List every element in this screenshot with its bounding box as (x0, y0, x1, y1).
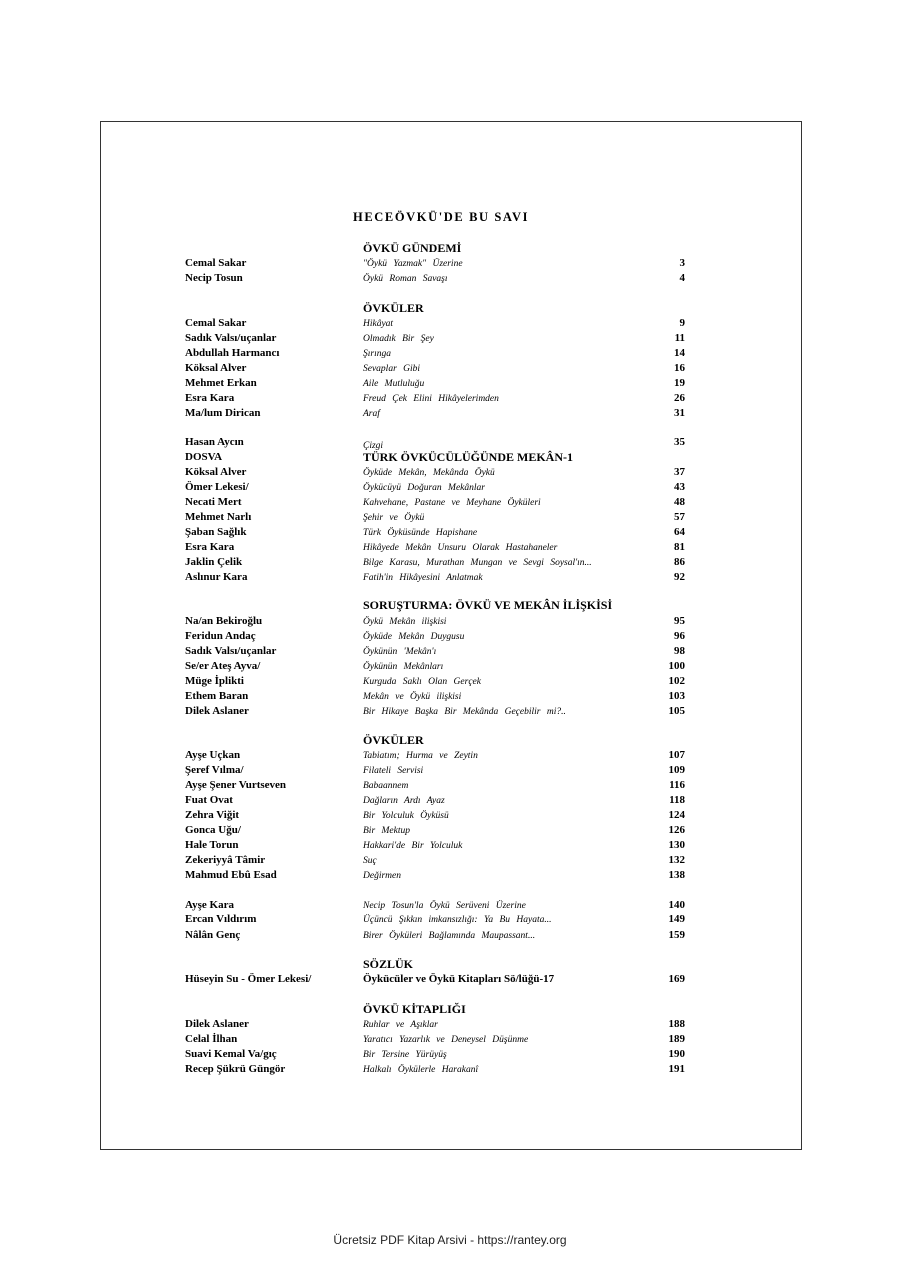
entry-author: Dilek Aslaner (185, 705, 249, 717)
entry-title: Bir Hikaye Başka Bir Mekânda Geçebilir mi?.. (363, 707, 566, 717)
entry-title: Hikâyede Mekân Unsuru Olarak Hastahaneler (363, 543, 558, 553)
entry-page: 191 (668, 1063, 685, 1075)
section-heading-sozluk: SÖZLÜK (363, 957, 414, 971)
entry-author: Cemal Sakar (185, 317, 247, 329)
entry-author: Zekeriyyâ Tâmir (185, 854, 266, 866)
section-heading-ovkuler-2: ÖVKÜLER (363, 733, 424, 747)
entry-page: 116 (669, 779, 685, 791)
entry-page: 138 (668, 869, 685, 881)
entry-title: Kurguda Saklı Olan Gerçek (363, 677, 481, 687)
entry-title: Hakkari'de Bir Yolculuk (363, 841, 463, 851)
entry-author: Hüseyin Su - Ömer Lekesi/ (185, 973, 312, 985)
entry-author: Zehra Viğit (185, 809, 240, 821)
entry-page: 140 (668, 899, 685, 911)
entry-title: Öyküde Mekân, Mekânda Öykü (363, 468, 495, 478)
entry-page: 92 (674, 571, 685, 583)
entry-author: Suavi Kemal Va/gıç (185, 1048, 277, 1060)
entry-author: Aslınur Kara (185, 571, 248, 583)
entry-author: Recep Şükrü Güngör (185, 1063, 286, 1075)
entry-title: Olmadık Bir Şey (363, 334, 434, 344)
entry-author: Necati Mert (185, 496, 242, 508)
entry-title: Değirmen (363, 871, 401, 881)
entry-title: Kahvehane, Pastane ve Meyhane Öyküleri (363, 498, 541, 508)
entry-page: 189 (668, 1033, 685, 1045)
entry-title: Aile Mutluluğu (363, 379, 425, 389)
entry-title: Bir Yolculuk Öyküsü (363, 811, 449, 821)
entry-author: Feridun Andaç (185, 630, 256, 642)
entry-page: 3 (679, 257, 685, 269)
entry-author: Mehmet Narlı (185, 511, 252, 523)
entry-author: Ayşe Şener Vurtseven (185, 779, 287, 791)
entry-page: 118 (669, 794, 685, 806)
entry-author: Ayşe Kara (185, 899, 234, 911)
entry-page: 103 (668, 690, 685, 702)
entry-title: Necip Tosun'la Öykü Serüveni Üzerine (363, 901, 526, 911)
entry-title: Öykünün 'Mekân'ı (363, 647, 437, 657)
entry-page: 81 (674, 541, 685, 553)
entry-author: Ma/lum Dirican (185, 407, 261, 419)
entry-page: 64 (674, 526, 685, 538)
entry-page: 14 (674, 347, 685, 359)
entry-title: Birer Öyküleri Bağlamında Maupassant... (363, 931, 536, 941)
entry-title: Öykü Roman Savaşı (363, 274, 448, 284)
entry-title: Öykücüyü Doğuran Mekânlar (363, 483, 485, 493)
entry-title: Tabiatım; Hurma ve Zeytin (363, 751, 478, 761)
entry-page: 132 (668, 854, 685, 866)
entry-page: 37 (674, 466, 685, 478)
entry-author: Şeref Vılma/ (185, 764, 244, 776)
entry-title: Bir Tersine Yürüyüş (363, 1050, 447, 1060)
entry-author: Ethem Baran (185, 690, 249, 702)
entry-title: Dağların Ardı Ayaz (363, 796, 445, 806)
entry-author: Se/er Ateş Ayva/ (185, 660, 261, 672)
entry-author: Sadık Valsı/uçanlar (185, 645, 277, 657)
entry-page: 102 (668, 675, 685, 687)
entry-title: Freud Çek Elini Hikâyelerimden (363, 394, 499, 404)
entry-page: 35 (674, 436, 685, 448)
entry-author: Necip Tosun (185, 272, 243, 284)
entry-page: 130 (668, 839, 685, 851)
entry-title: Şehir ve Öykü (363, 513, 425, 523)
entry-author: Na/an Bekiroğlu (185, 615, 263, 627)
entry-title: Ruhlar ve Aşıklar (363, 1020, 438, 1030)
entry-title: Yaratıcı Yazarlık ve Deneysel Düşünme (363, 1035, 529, 1045)
entry-page: 95 (674, 615, 685, 627)
section-heading-ovkuler: ÖVKÜLER (363, 301, 424, 315)
page-title: HECEÖVKÜ'DE BU SAVI (353, 210, 530, 224)
entry-page: 188 (668, 1018, 685, 1030)
entry-title: Sevaplar Gibi (363, 364, 421, 374)
entry-page: 100 (668, 660, 685, 672)
section-heading-ovku-kitapligi: ÖVKÜ KİTAPLIĞI (363, 1002, 466, 1016)
section-heading-ovku-gundemi: ÖVKÜ GÜNDEMİ (363, 241, 462, 255)
entry-author: Müge İplikti (185, 675, 244, 687)
entry-title: Öykünün Mekânları (363, 662, 444, 672)
entry-author: Köksal Alver (185, 466, 247, 478)
entry-author: Ercan Vıldırım (185, 913, 257, 925)
entry-page: 109 (668, 764, 685, 776)
entry-page: 19 (674, 377, 685, 389)
entry-page: 107 (668, 749, 685, 761)
entry-page: 169 (668, 973, 685, 985)
entry-page: 11 (674, 332, 685, 344)
entry-author: Ayşe Uçkan (185, 749, 241, 761)
entry-author: Hale Torun (185, 839, 239, 851)
entry-page: 86 (674, 556, 685, 568)
entry-author: DOSVA (185, 451, 223, 463)
entry-page: 4 (679, 272, 685, 284)
entry-title: Bir Mektup (363, 826, 411, 836)
entry-title: Fatih'in Hikâyesini Anlatmak (363, 573, 483, 583)
entry-title: Hikâyat (363, 319, 394, 329)
entry-title: Mekân ve Öykü ilişkisi (363, 692, 462, 702)
entry-page: 98 (674, 645, 685, 657)
entry-author: Esra Kara (185, 541, 235, 553)
entry-author: Gonca Uğu/ (185, 824, 241, 836)
entry-author: Fuat Ovat (185, 794, 233, 806)
entry-title: Babaannem (363, 781, 409, 791)
entry-title: Araf (363, 409, 380, 419)
entry-page: 105 (668, 705, 685, 717)
entry-title: Suç (363, 856, 377, 866)
entry-page: 124 (668, 809, 685, 821)
entry-author: Mahmud Ebû Esad (185, 869, 277, 881)
entry-author: Esra Kara (185, 392, 235, 404)
entry-title: "Öykü Yazmak" Üzerine (363, 259, 463, 269)
entry-title: Öyküde Mekân Duygusu (363, 632, 465, 642)
entry-title: Üçüncü Şıkkın imkansızlığı: Ya Bu Hayata... (363, 915, 552, 925)
entry-author: Şaban Sağlık (185, 526, 247, 538)
entry-page: 16 (674, 362, 685, 374)
footer-link[interactable]: Ücretsiz PDF Kitap Arsivi - https://rantey.org (333, 1233, 567, 1247)
entry-page: 190 (668, 1048, 685, 1060)
section-heading-mekan: TÜRK ÖVKÜCÜLÜĞÜNDE MEKÂN-1 (363, 450, 573, 464)
entry-page: 31 (674, 407, 685, 419)
entry-page: 159 (668, 929, 685, 941)
entry-page: 26 (674, 392, 685, 404)
entry-title: Bilge Karasu, Murathan Mungan ve Sevgi Soysal'ın... (363, 558, 592, 568)
entry-author: Sadık Valsı/uçanlar (185, 332, 277, 344)
entry-page: 57 (674, 511, 685, 523)
entry-author: Cemal Sakar (185, 257, 247, 269)
entry-page: 43 (674, 481, 685, 493)
entry-author: Jaklin Çelik (185, 556, 243, 568)
entry-page: 149 (668, 913, 685, 925)
entry-author: Köksal Alver (185, 362, 247, 374)
section-heading-sorusturma: SORUŞTURMA: ÖVKÜ VE MEKÂN İLİŞKİSİ (363, 598, 613, 612)
entry-author: Nâlân Genç (185, 929, 241, 941)
entry-title: Halkalı Öykülerle Harakanî (363, 1065, 479, 1075)
entry-title: Şırınga (363, 349, 391, 359)
entry-author: Mehmet Erkan (185, 377, 257, 389)
entry-author: Ömer Lekesi/ (185, 481, 249, 493)
entry-page: 96 (674, 630, 685, 642)
entry-author: Hasan Aycın (185, 436, 244, 448)
entry-title: Öykücüler ve Öykü Kitapları Sö/lüğü-17 (363, 973, 555, 985)
entry-page: 48 (674, 496, 685, 508)
entry-page: 9 (679, 317, 685, 329)
entry-title: Filateli Servisi (363, 766, 424, 776)
entry-title: Çizgi (363, 441, 384, 451)
entry-author: Celal İlhan (185, 1033, 238, 1045)
entry-title: Türk Öyküsünde Hapishane (363, 528, 478, 538)
entry-title: Öykü Mekân ilişkisi (363, 617, 447, 627)
entry-author: Dilek Aslaner (185, 1018, 249, 1030)
entry-page: 126 (668, 824, 685, 836)
entry-author: Abdullah Harmancı (185, 347, 280, 359)
